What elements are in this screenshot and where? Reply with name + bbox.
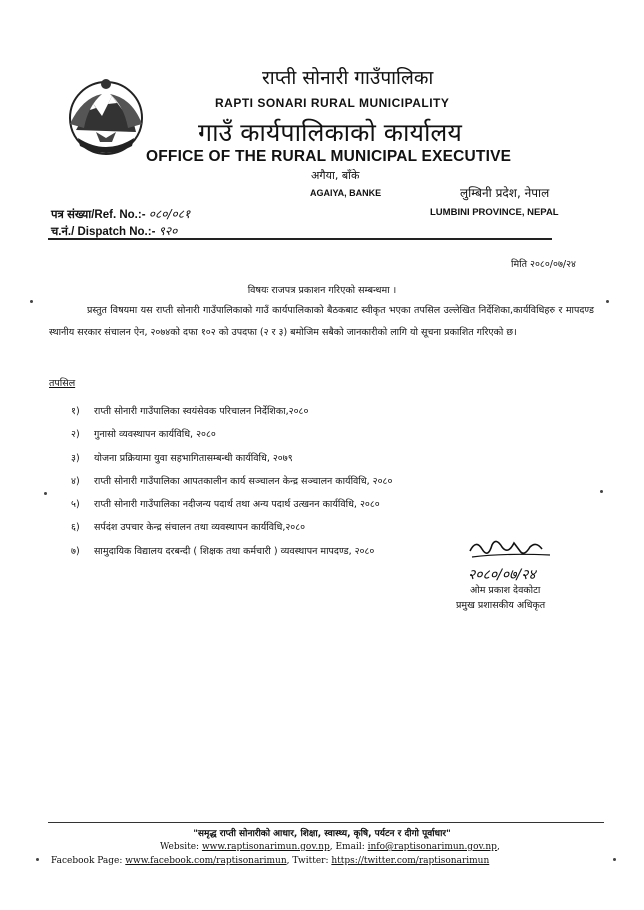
- letter-subject: विषयः राजपत्र प्रकाशन गरिएको सम्बन्धमा ।: [247, 285, 397, 296]
- list-item: [71, 423, 392, 446]
- province-np: लुम्बिनी प्रदेश, नेपाल: [460, 186, 550, 200]
- scan-mark: [600, 490, 603, 493]
- scan-mark: [36, 858, 39, 861]
- list-item: [71, 516, 392, 539]
- website-link[interactable]: www.raptisonarimun.gov.np: [201, 842, 330, 852]
- item-number: ५): [71, 499, 80, 511]
- office-name-np: गाउँ कार्यपालिकाको कार्यालय: [198, 118, 462, 147]
- municipality-name-np: राप्ती सोनारी गाउँपालिका: [262, 67, 434, 89]
- list-item: [71, 493, 392, 516]
- item-text: राप्ती सोनारी गाउँपालिका स्वयंसेवक परिचालन निर्देशिका,२०८०: [94, 406, 309, 417]
- website-label: Website:: [160, 842, 202, 852]
- item-text: सामुदायिक विद्यालय दरबन्दी ( शिक्षक तथा कर्मचारी ) व्यवस्थापन मापदण्ड, २०८०: [94, 545, 375, 557]
- footer-slogan: "समृद्ध राप्ती सोनारीको आधार, शिक्षा, स्वास्थ्य, कृषि, पर्यटन र दीगो पूर्वाधार": [193, 829, 451, 839]
- item-number: २): [71, 429, 80, 441]
- scan-mark: [613, 858, 616, 861]
- letter-body: प्रस्तुत विषयमा यस राप्ती सोनारी गाउँपालिकाको गाउँ कार्यपालिकाको बैठकबाट स्वीकृत भएका तपसिल उल्लेखित निर्देशिका,कार्यविधिहरु र मापदण्ड स्थानीय सरकार संचालन ऐन, २०७४को दफा १०२ को उपदफा (२ र ३) बमोजिम सबैको जानकारीको लागि यो सूचना प्रकाशित गरिएको छ।: [49, 305, 594, 338]
- dispatch-number: [51, 222, 177, 239]
- email-suffix: ,: [496, 842, 500, 852]
- facebook-label: Facebook Page:: [51, 856, 126, 866]
- scan-mark: [30, 300, 33, 303]
- list-item: [71, 540, 392, 563]
- dispatch-label: च.नं./ Dispatch No.:-: [51, 226, 156, 238]
- office-name-en: OFFICE OF THE RURAL MUNICIPAL EXECUTIVE: [146, 148, 512, 165]
- item-text: राप्ती सोनारी गाउँपालिका नदीजन्य पदार्थ तथा अन्य पदार्थ उत्खनन कार्यविधि, २०८०: [94, 499, 380, 511]
- item-text: राप्ती सोनारी गाउँपालिका आपतकालीन कार्य सञ्चालन केन्द्र सञ्चालन कार्यविधि, २०८०: [94, 475, 393, 487]
- email-link[interactable]: info@raptisonarimun.gov.np: [367, 842, 497, 852]
- address-np: अगैया, बाँके: [311, 169, 360, 182]
- signature-date: २०८०/०७/२४: [468, 567, 536, 583]
- item-text: गुनासो व्यवस्थापन कार्यविधि, २०८०: [94, 429, 216, 441]
- item-number: ४): [71, 475, 80, 487]
- signatory-title: प्रमुख प्रशासकीय अधिकृत: [456, 600, 546, 611]
- ref-label: पत्र संख्या/Ref. No.:-: [51, 209, 146, 221]
- scan-mark: [606, 300, 609, 303]
- list-item: [71, 447, 392, 470]
- item-number: ३): [71, 452, 80, 464]
- footer-divider: [48, 822, 604, 823]
- header-divider: [48, 238, 552, 240]
- item-list: [71, 400, 392, 563]
- item-text: सर्पदंश उपचार केन्द्र संचालन तथा व्यवस्थापन कार्यविधि,२०८०: [94, 522, 306, 534]
- twitter-link[interactable]: https://twitter.com/raptisonarimun: [331, 856, 490, 866]
- letter-date: मिति २०८०/०७/२४: [511, 259, 576, 270]
- tapasil-heading: तपसिल: [49, 378, 76, 389]
- address-en: AGAIYA, BANKE: [310, 188, 382, 198]
- footer-contact: [160, 842, 500, 852]
- item-number: ६): [71, 522, 80, 534]
- scan-mark: [44, 492, 47, 495]
- list-item: [71, 470, 392, 493]
- facebook-link[interactable]: www.facebook.com/raptisonarimun: [125, 856, 287, 866]
- handwritten-signature: [462, 535, 562, 585]
- email-label: , Email:: [329, 842, 368, 852]
- item-number: १): [71, 406, 80, 417]
- reference-number: [51, 205, 190, 222]
- dispatch-value: ९२०: [158, 224, 178, 238]
- twitter-label: , Twitter:: [286, 856, 332, 866]
- footer-social: [51, 856, 489, 866]
- list-item: [71, 400, 392, 423]
- item-text: योजना प्रक्रियामा युवा सहभागितासम्बन्धी कार्यविधि, २०७९: [94, 452, 293, 464]
- province-en: LUMBINI PROVINCE, NEPAL: [430, 207, 559, 218]
- item-number: ७): [71, 545, 80, 557]
- municipality-name-en: RAPTI SONARI RURAL MUNICIPALITY: [215, 96, 450, 110]
- nepal-emblem-icon: [62, 72, 150, 160]
- signatory-name: ओम प्रकाश देवकोटा: [470, 585, 541, 596]
- ref-value: ०८०/०८१: [148, 207, 191, 221]
